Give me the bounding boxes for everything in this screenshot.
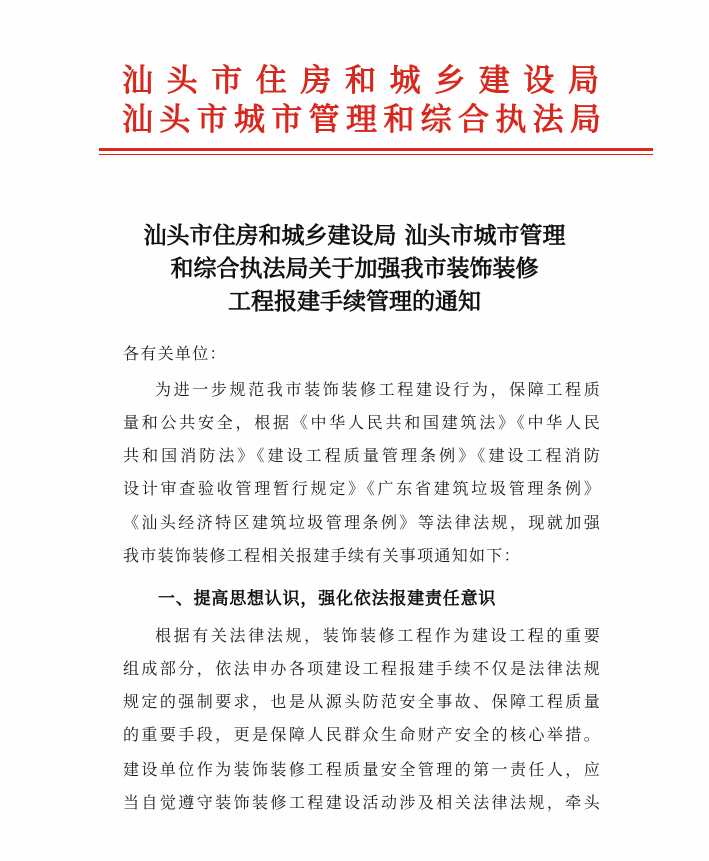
paragraph-2-line: 的重要手段，更是保障人民群众生命财产安全的核心举措。 (123, 725, 601, 744)
salutation: 各有关单位： (123, 344, 227, 363)
issuing-org-line-2: 汕头市城市管理和综合执法局 (122, 102, 602, 138)
paragraph-1-line: 为进一步规范我市装饰装修工程建设行为，保障工程质 (155, 380, 601, 399)
paragraph-2-line: 建设单位作为装饰装修工程质量安全管理的第一责任人，应 (123, 760, 601, 779)
document-title-line-2: 和综合执法局关于加强我市装饰装修 (170, 255, 539, 282)
document-title-line-3: 工程报建手续管理的通知 (228, 288, 481, 315)
header-rule-thick (99, 148, 653, 151)
section-1-heading: 一、提高思想认识，强化依法报建责任意识 (158, 589, 497, 609)
paragraph-1-line: 共和国消防法》《建设工程质量管理条例》《建设工程消防 (123, 446, 601, 465)
paragraph-2-line: 根据有关法律法规，装饰装修工程作为建设工程的重要 (155, 626, 601, 645)
paragraph-2-line: 组成部分，依法申办各项建设工程报建手续不仅是法律法规 (123, 659, 601, 678)
paragraph-1-line: 我市装饰装修工程相关报建手续有关事项通知如下： (123, 546, 521, 565)
paragraph-2-line: 规定的强制要求，也是从源头防范安全事故、保障工程质量 (123, 692, 601, 711)
paragraph-2-line: 当自觉遵守装饰装修工程建设活动涉及相关法律法规，牵头 (123, 793, 601, 812)
paragraph-1-line: 《汕头经济特区建筑垃圾管理条例》等法律法规，现就加强 (123, 513, 601, 532)
header-rule-thin (99, 154, 653, 155)
paragraph-1-line: 设计审查验收管理暂行规定》《广东省建筑垃圾管理条例》 (123, 479, 601, 498)
paragraph-1-line: 量和公共安全，根据《中华人民共和国建筑法》《中华人民 (123, 413, 601, 432)
issuing-org-line-1: 汕头市住房和城乡建设局 (122, 63, 602, 99)
document-title-line-1: 汕头市住房和城乡建设局 汕头市城市管理 (143, 222, 566, 249)
